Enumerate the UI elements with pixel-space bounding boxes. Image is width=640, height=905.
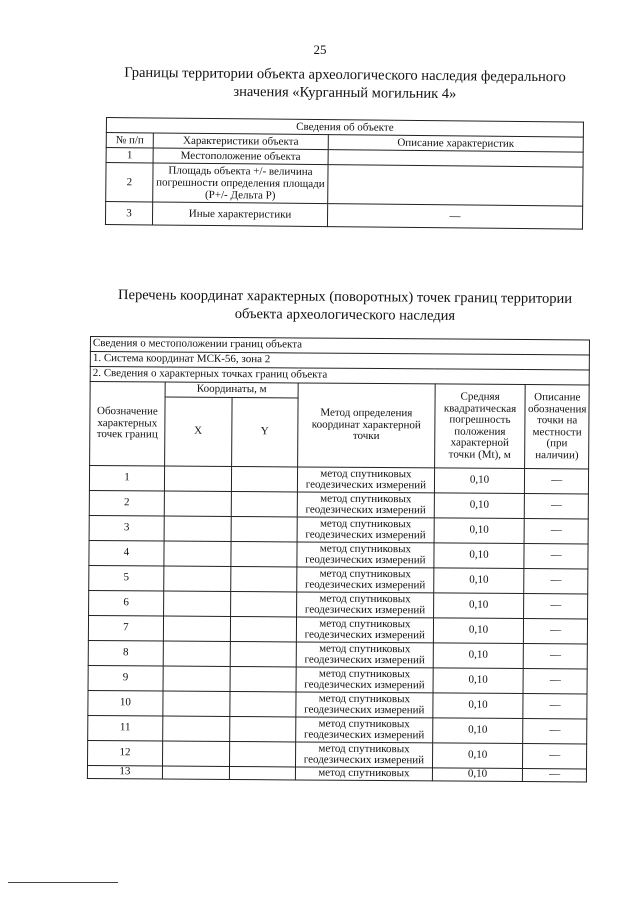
error-value: 0,10 bbox=[433, 643, 524, 669]
info-cell: Сведения о местоположении границ объекта bbox=[90, 337, 589, 355]
y-value bbox=[230, 666, 297, 691]
error-value: 0,10 bbox=[433, 543, 524, 569]
error-value: 0,10 bbox=[432, 693, 523, 719]
info-cell: 2. Сведения о характерных точках границ объекта bbox=[90, 367, 589, 385]
row-description: — bbox=[327, 204, 582, 229]
description-value: — bbox=[523, 769, 587, 782]
table-row bbox=[88, 740, 587, 768]
row-description bbox=[328, 165, 583, 206]
description-value: — bbox=[524, 619, 588, 644]
description-value: — bbox=[525, 494, 589, 519]
description-value: — bbox=[524, 569, 588, 594]
y-value bbox=[229, 716, 296, 741]
x-value bbox=[164, 491, 231, 516]
column-header: Характеристики объекта bbox=[153, 133, 328, 150]
row-number: 2 bbox=[106, 163, 153, 202]
error-value: 0,10 bbox=[433, 618, 524, 644]
x-value bbox=[163, 616, 230, 641]
method-value: метод спутниковых геодезических измерений bbox=[298, 467, 435, 493]
row-name: Площадь объекта +/- величина погрешности определения площади (Р+/- Дельта Р) bbox=[153, 163, 328, 204]
page-number: 25 bbox=[313, 42, 327, 57]
point-number: 8 bbox=[88, 640, 163, 666]
object-info-table bbox=[105, 117, 584, 230]
y-value bbox=[231, 466, 298, 491]
method-value: метод спутниковых геодезических измерений bbox=[296, 692, 433, 718]
error-value: 0,10 bbox=[433, 593, 524, 619]
x-value bbox=[163, 691, 230, 716]
y-value bbox=[229, 741, 296, 766]
table-row bbox=[88, 690, 587, 718]
column-header: Описание характеристик bbox=[328, 135, 583, 152]
y-value bbox=[229, 691, 296, 716]
description-header: Описание обозначения точки на местности (при наличии) bbox=[525, 385, 589, 469]
description-value: — bbox=[525, 519, 589, 544]
x-value bbox=[164, 516, 231, 541]
description-value: — bbox=[523, 719, 587, 744]
y-value bbox=[230, 566, 297, 591]
description-value: — bbox=[524, 544, 588, 569]
object-title: Границы территории объекта археологического наследия федерального значения «Курганный могильник 4» bbox=[124, 64, 566, 103]
table-row bbox=[89, 540, 588, 568]
point-number: 12 bbox=[88, 740, 163, 766]
y-value bbox=[230, 641, 297, 666]
error-value: 0,10 bbox=[432, 743, 523, 769]
method-value: метод спутниковых геодезических измерений bbox=[297, 542, 434, 568]
row-number: 1 bbox=[106, 148, 153, 163]
description-value: — bbox=[524, 644, 588, 669]
error-header: Средняя квадратическая погрешность положения характерной точки (Mt), м bbox=[434, 384, 525, 469]
method-value: метод спутниковых геодезических измерений bbox=[296, 667, 433, 693]
method-value: метод спутниковых bbox=[296, 767, 432, 781]
y-value bbox=[230, 591, 297, 616]
point-number: 10 bbox=[88, 690, 163, 716]
coordinates-header: Координаты, м bbox=[165, 382, 298, 398]
point-number: 5 bbox=[89, 565, 164, 591]
method-value: метод спутниковых геодезических измерений bbox=[297, 492, 434, 518]
table-row bbox=[88, 665, 587, 693]
description-value: — bbox=[523, 744, 587, 769]
error-value: 0,10 bbox=[432, 768, 523, 782]
error-value: 0,10 bbox=[434, 493, 525, 519]
table-row bbox=[89, 565, 588, 593]
table-row bbox=[87, 765, 586, 781]
error-value: 0,10 bbox=[434, 518, 525, 544]
row-name: Иные характеристики bbox=[152, 202, 327, 227]
description-value: — bbox=[524, 594, 588, 619]
footer-divider bbox=[8, 882, 118, 883]
x-value bbox=[163, 716, 230, 741]
point-number: 9 bbox=[88, 665, 163, 691]
method-value: метод спутниковых геодезических измерений bbox=[297, 617, 434, 643]
x-value bbox=[164, 466, 231, 491]
table-row bbox=[88, 640, 587, 668]
x-value bbox=[164, 566, 231, 591]
y-value bbox=[229, 766, 296, 779]
method-header: Метод определения координат характерной точки bbox=[298, 383, 435, 468]
coordinates-title: Перечень координат характерных (поворотных) точек границ территории объекта археологического наследия bbox=[118, 287, 573, 324]
y-value bbox=[231, 516, 298, 541]
description-value: — bbox=[523, 669, 587, 694]
description-value: — bbox=[523, 694, 587, 719]
table-row bbox=[88, 615, 587, 643]
y-value bbox=[231, 491, 298, 516]
x-value bbox=[163, 666, 230, 691]
point-number: 11 bbox=[88, 715, 163, 741]
y-header: Y bbox=[231, 397, 298, 466]
error-value: 0,10 bbox=[433, 568, 524, 594]
table-row bbox=[89, 490, 588, 518]
table-row bbox=[105, 202, 582, 230]
row-name: Местоположение объекта bbox=[153, 148, 328, 165]
x-value bbox=[163, 591, 230, 616]
table-row bbox=[89, 515, 588, 543]
method-value: метод спутниковых геодезических измерений bbox=[297, 567, 434, 593]
error-value: 0,10 bbox=[433, 668, 524, 694]
table-row bbox=[88, 715, 587, 743]
table-row bbox=[89, 590, 588, 618]
coordinates-table bbox=[87, 336, 590, 782]
method-value: метод спутниковых геодезических измерений bbox=[296, 642, 433, 668]
method-value: метод спутниковых геодезических измерений bbox=[296, 742, 433, 768]
point-number: 7 bbox=[88, 615, 163, 641]
x-value bbox=[163, 641, 230, 666]
method-value: метод спутниковых геодезических измерений bbox=[297, 592, 434, 618]
designation-header: Обозначение характерных точек границ bbox=[90, 382, 165, 467]
method-value: метод спутниковых геодезических измерений bbox=[296, 717, 433, 743]
point-number: 2 bbox=[89, 490, 164, 516]
description-value: — bbox=[525, 469, 589, 494]
object-table-header: Сведения об объекте bbox=[106, 118, 583, 138]
row-number: 3 bbox=[105, 202, 152, 225]
method-value: метод спутниковых геодезических измерений bbox=[297, 517, 434, 543]
error-value: 0,10 bbox=[432, 718, 523, 744]
table-row bbox=[106, 163, 583, 207]
y-value bbox=[230, 541, 297, 566]
point-number: 4 bbox=[89, 540, 164, 566]
x-value bbox=[162, 741, 229, 766]
x-header: X bbox=[165, 397, 232, 466]
column-header: № п/п bbox=[106, 133, 153, 148]
point-number: 3 bbox=[89, 515, 164, 541]
point-number: 13 bbox=[87, 765, 162, 779]
table-row bbox=[89, 466, 588, 494]
point-number: 1 bbox=[89, 466, 164, 492]
error-value: 0,10 bbox=[434, 468, 525, 494]
point-number: 6 bbox=[89, 590, 164, 616]
y-value bbox=[230, 616, 297, 641]
info-cell: 1. Система координат МСК-56, зона 2 bbox=[90, 352, 589, 370]
x-value bbox=[164, 541, 231, 566]
x-value bbox=[162, 766, 229, 779]
